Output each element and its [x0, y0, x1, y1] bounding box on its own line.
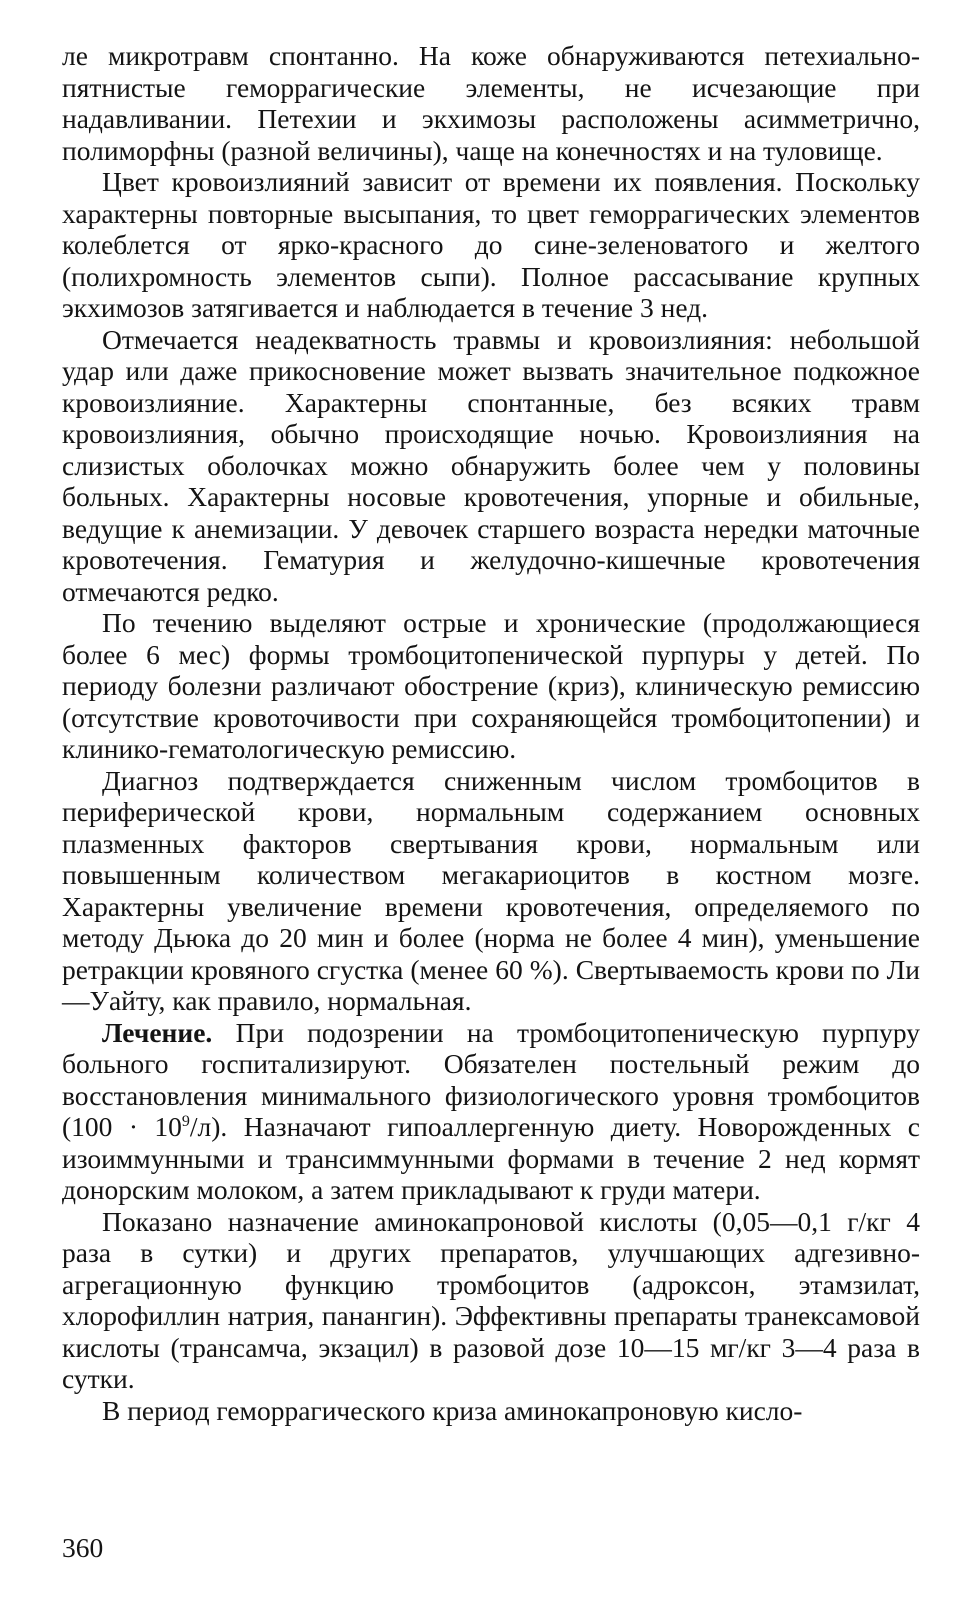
page-number: 360: [62, 1532, 104, 1563]
page-body: [62, 40, 920, 1426]
paragraph-crisis-period: В период геморрагического криза аминокапроновую кисло-: [102, 1394, 803, 1426]
paragraph-trauma-inadequacy: Отмечается неадекватность травмы и кровоизлияния: небольшой удар или даже прикосновение может вызвать значительное подкожное кровоизлияние. Характерны спонтанные, без всяких травм кровоизлияния, обычно происходящие ночью. Кровоизлияния на слизистых оболочках можно обнаружить более чем у половины больных. Характерны носовые кровотечения, упорные и обильные, ведущие к анемизации. У девочек старшего возраста нередки маточные кровотечения. Гематурия и желудочно-кишечные кровотечения отмечаются редко.: [62, 323, 920, 607]
paragraph-aminocaproic-acid: Показано назначение аминокапроновой кислоты (0,05—0,1 г/кг 4 раза в сутки) и других препаратов, улучшающих адгезивно-агрегационную функцию тромбоцитов (адроксон, этамзилат, хлорофиллин натрия, панангин). Эффективны препараты транексамовой кислоты (трансамча, экзацил) в разовой дозе 10—15 мг/кг 3—4 раза в сутки.: [62, 1205, 920, 1394]
paragraph-continuation: ле микротравм спонтанно. На коже обнаруживаются петехиально-пятнистые геморрагические элементы, не исчезающие при надавливании. Петехии и экхимозы расположены асимметрично, полиморфны (разной величины), чаще на конечностях и на туловище.: [62, 40, 920, 166]
treatment-heading: Лечение.: [102, 1016, 213, 1048]
paragraph-disease-course: По течению выделяют острые и хронические (продолжающиеся более 6 мес) формы тромбоцитопенической пурпуры у детей. По периоду болезни различают обострение (криз), клиническую ремиссию (отсутствие кровоточивости при сохраняющейся тромбоцитопении) и клинико-гематологическую ремиссию.: [62, 607, 920, 764]
paragraph-diagnosis: Диагноз подтверждается сниженным числом тромбоцитов в периферической крови, нормальным содержанием основных плазменных факторов свертывания крови, нормальным или повышенным количеством мегакариоцитов в костном мозге. Характерны увеличение времени кровотечения, определяемого по методу Дьюка до 20 мин и более (норма не более 4 мин), уменьшение ретракции кровяного сгустка (менее 60 %). Свертываемость крови по Ли—Уайту, как правило, нормальная.: [62, 764, 920, 1016]
exponent: 9: [181, 1112, 190, 1130]
treatment-text-before: При подозрении на тромбоцитопеническую пурпуру больного госпитализируют. Обязателен постельный режим до восстановления минимального физиологического уровня тромбоцитов (100 · 10: [62, 1016, 920, 1142]
paragraph-treatment: [62, 1017, 920, 1206]
paragraph-hemorrhage-color: Цвет кровоизлияний зависит от времени их появления. Поскольку характерны повторные высыпания, то цвет геморрагических элементов колеблется от ярко-красного до сине-зеленоватого и желтого (полихромность элементов сыпи). Полное рассасывание крупных экхимозов затягивается и наблюдается в течение 3 нед.: [62, 166, 920, 323]
treatment-text-after: /л). Назначают гипоаллергенную диету. Новорожденных с изоиммунными и трансиммунными формами в течение 2 нед кормят донорским молоком, а затем прикладывают к груди матери.: [62, 1111, 920, 1205]
